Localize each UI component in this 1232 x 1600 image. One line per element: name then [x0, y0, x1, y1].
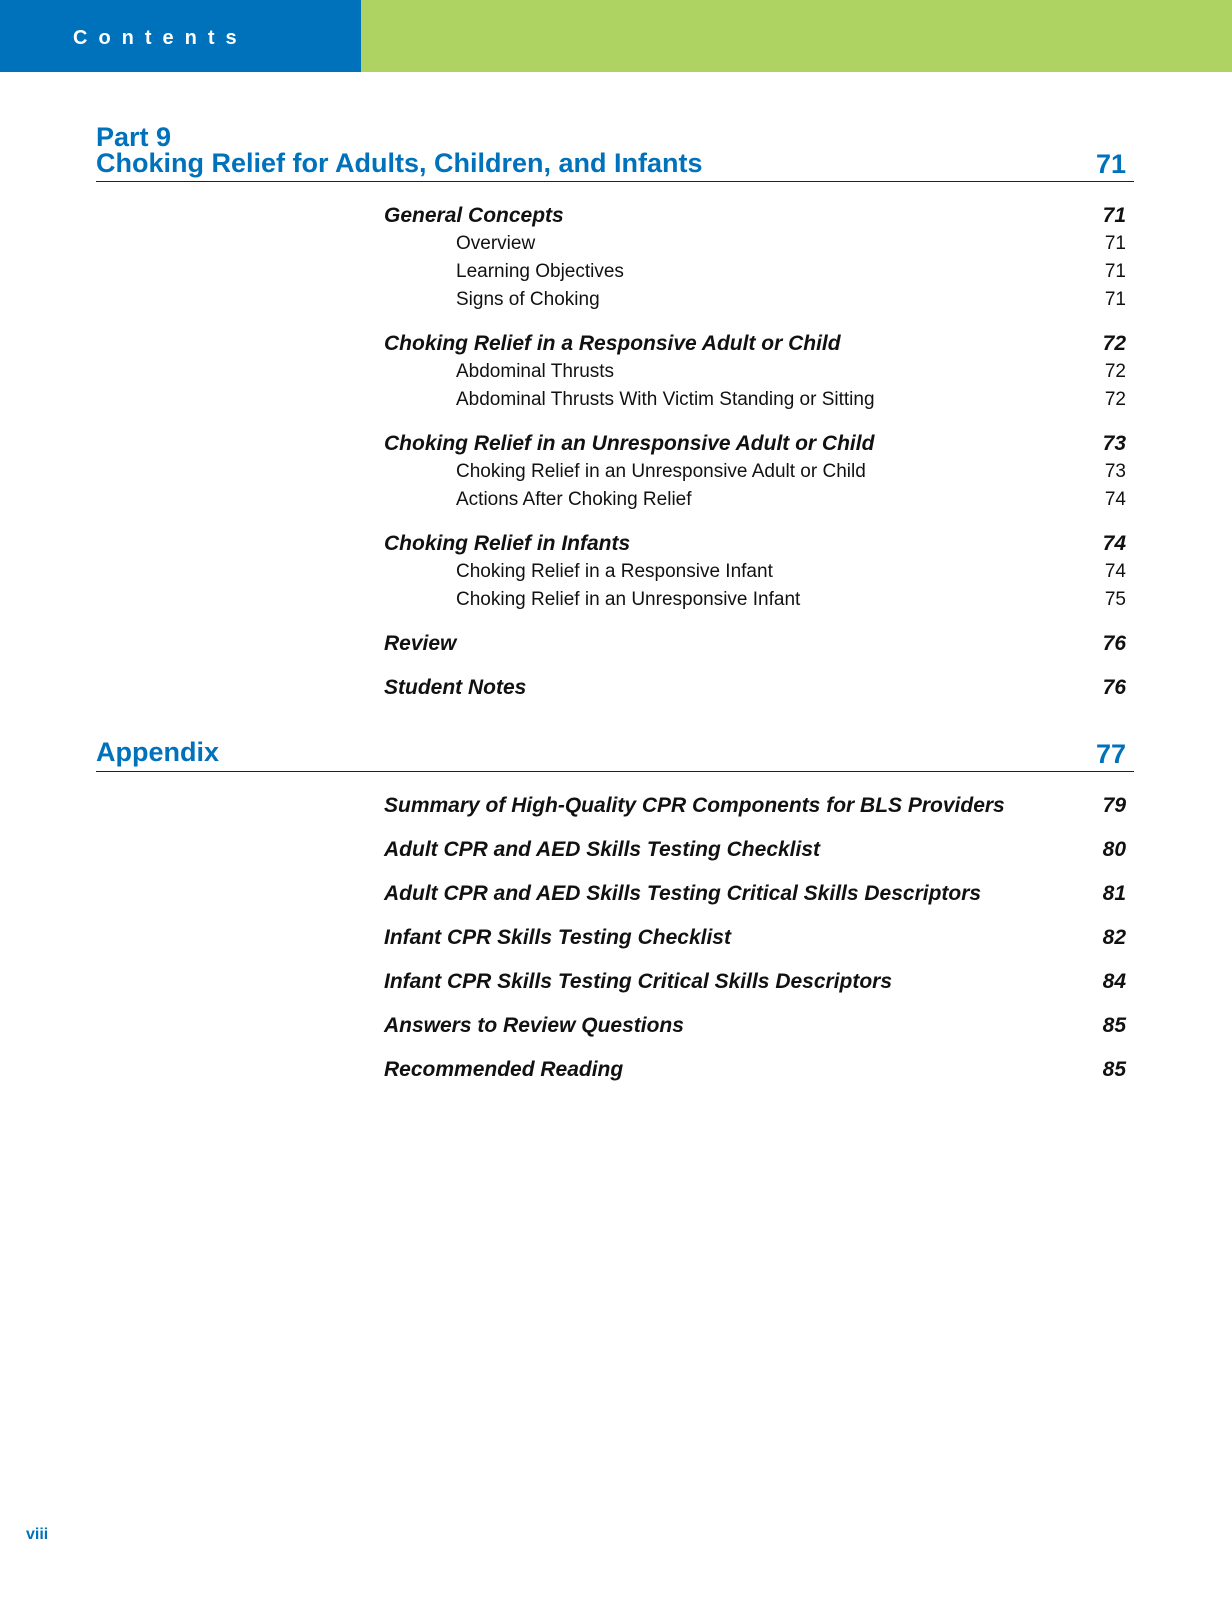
toc-section[interactable]	[384, 1012, 1126, 1040]
entry-title: Choking Relief in Infants	[384, 532, 631, 555]
entry-title: Infant CPR Skills Testing Checklist	[384, 926, 731, 949]
entry-title: Signs of Choking	[456, 289, 600, 310]
toc-item[interactable]	[384, 586, 1126, 614]
entry-title: Choking Relief in a Responsive Adult or Child	[384, 332, 841, 355]
appendix-heading[interactable]	[96, 739, 1134, 772]
entry-page: 71	[1104, 233, 1126, 254]
spacer	[384, 864, 1126, 880]
entry-page: 81	[1102, 882, 1126, 905]
toc-section[interactable]	[384, 968, 1126, 996]
entry-page: 72	[1102, 332, 1126, 355]
entry-title: Choking Relief in a Responsive Infant	[456, 561, 773, 582]
toc-section[interactable]	[384, 430, 1126, 458]
toc-item[interactable]	[384, 230, 1126, 258]
toc-section[interactable]	[384, 674, 1126, 702]
entry-title: Choking Relief in an Unresponsive Adult or Child	[384, 432, 875, 455]
entry-title: Abdominal Thrusts	[456, 361, 615, 382]
entry-title: Answers to Review Questions	[384, 1014, 684, 1037]
part9-label: Part 9	[96, 122, 172, 152]
entry-page: 71	[1104, 289, 1126, 310]
header-title: Contents	[73, 27, 248, 49]
entry-title: Student Notes	[384, 676, 527, 699]
toc-section[interactable]	[384, 630, 1126, 658]
entry-page: 76	[1102, 676, 1126, 699]
entry-page: 76	[1102, 632, 1126, 655]
entry-title: Adult CPR and AED Skills Testing Critical Skills Descriptors	[384, 882, 982, 905]
entry-title: Choking Relief in an Unresponsive Infant	[456, 589, 801, 610]
toc-item[interactable]	[384, 486, 1126, 514]
entry-title: Adult CPR and AED Skills Testing Checklist	[384, 838, 821, 861]
spacer	[384, 658, 1126, 674]
entry-title: Summary of High-Quality CPR Components for BLS Providers	[384, 794, 1005, 817]
entry-title: Overview	[456, 233, 536, 254]
toc-section[interactable]	[384, 330, 1126, 358]
appendix-toc	[384, 792, 1126, 1084]
toc-section[interactable]	[384, 792, 1126, 820]
spacer	[384, 614, 1126, 630]
entry-title: Recommended Reading	[384, 1058, 624, 1081]
spacer	[384, 908, 1126, 924]
entry-title: Choking Relief in an Unresponsive Adult or Child	[456, 461, 866, 482]
entry-title: General Concepts	[384, 204, 564, 227]
toc-section[interactable]	[384, 924, 1126, 952]
part9-title: Choking Relief for Adults, Children, and Infants	[96, 148, 703, 178]
spacer	[384, 952, 1126, 968]
entry-page: 73	[1104, 461, 1126, 482]
entry-page: 72	[1104, 361, 1126, 382]
entry-page: 84	[1102, 970, 1126, 993]
entry-page: 74	[1104, 489, 1126, 510]
toc-section[interactable]	[384, 880, 1126, 908]
part9-toc	[384, 202, 1126, 702]
entry-page: 82	[1102, 926, 1126, 949]
toc-item[interactable]	[384, 458, 1126, 486]
toc-item[interactable]	[384, 258, 1126, 286]
entry-title: Actions After Choking Relief	[456, 489, 692, 510]
entry-page: 85	[1102, 1014, 1126, 1037]
appendix-title: Appendix	[96, 737, 220, 767]
toc-item[interactable]	[384, 358, 1126, 386]
entry-title: Abdominal Thrusts With Victim Standing or Sitting	[456, 389, 875, 410]
header-band-green	[361, 0, 1232, 72]
part9-heading[interactable]	[96, 124, 1134, 182]
spacer	[384, 314, 1126, 330]
toc-section[interactable]	[384, 202, 1126, 230]
toc-item[interactable]	[384, 286, 1126, 314]
entry-page: 74	[1102, 532, 1126, 555]
entry-page: 74	[1104, 561, 1126, 582]
spacer	[384, 1040, 1126, 1056]
entry-page: 79	[1102, 794, 1126, 817]
toc-section[interactable]	[384, 530, 1126, 558]
entry-page: 85	[1102, 1058, 1126, 1081]
entry-page: 73	[1102, 432, 1126, 455]
page-number: viii	[26, 1526, 49, 1543]
spacer	[384, 414, 1126, 430]
appendix-page: 77	[1095, 739, 1126, 769]
entry-page: 71	[1104, 261, 1126, 282]
toc-section[interactable]	[384, 1056, 1126, 1084]
toc-section[interactable]	[384, 836, 1126, 864]
entry-page: 71	[1102, 204, 1126, 227]
part9-page: 71	[1095, 149, 1126, 179]
entry-title: Infant CPR Skills Testing Critical Skills Descriptors	[384, 970, 893, 993]
toc-item[interactable]	[384, 558, 1126, 586]
entry-page: 80	[1102, 838, 1126, 861]
toc-item[interactable]	[384, 386, 1126, 414]
spacer	[384, 514, 1126, 530]
entry-title: Review	[384, 632, 457, 655]
spacer	[384, 820, 1126, 836]
entry-page: 75	[1104, 589, 1126, 610]
spacer	[384, 996, 1126, 1012]
entry-page: 72	[1104, 389, 1126, 410]
entry-title: Learning Objectives	[456, 261, 624, 282]
